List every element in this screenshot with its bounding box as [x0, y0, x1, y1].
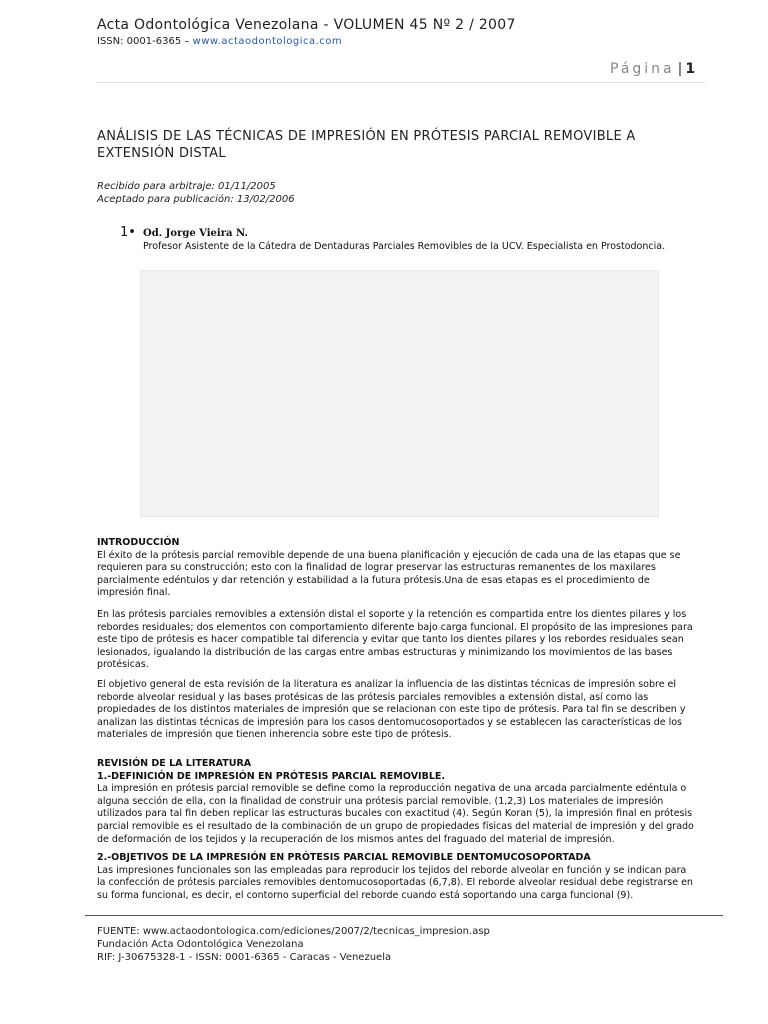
page-word: Página: [610, 61, 675, 77]
issn-text: ISSN: 0001-6365 –: [97, 36, 193, 47]
objectives-paragraph: Las impresiones funcionales son las empleadas para reproducir los tejidos del reborde alveolar en función y se indican para la confección de prótesis parciales removibles dentomucosoportadas (6,7,8). El reborde alveolar residual debe registrarse en su forma funcional, es decir, el contorno superficial del reborde cuando está soportando una carga funcional (9).: [97, 864, 693, 901]
literature-review-heading: REVISIÓN DE LA LITERATURA: [97, 758, 252, 769]
footer-source-link[interactable]: www.actaodontologica.com/ediciones/2007/2/tecnicas_impresion.asp: [142, 926, 490, 937]
introduction-paragraph-3: El objetivo general de esta revisión de la literatura es analizar la influencia de las distintas técnicas de impresión sobre el reborde alveolar residual y las bases protésicas de las prótesis parciales removibles a extensión distal, así como las propiedades de los distintos materiales de impresión que se relacionan con este tipo de prótesis. Para tal fin se describen y analizan las distintas técnicas de impresión para los casos dentomucosoportados y se establecen las características de los materiales de impresión que tienen inherencia sobre este tipo de prótesis.: [97, 679, 686, 741]
introduction-paragraph-1: El éxito de la prótesis parcial removible depende de una buena planificación y ejecución de cada una de las etapas que se requieren para su construcción; esto con la finalidad de lograr preservar las estructuras remanentes de los maxilares parcialmente edéntulos y dar retención y estabilidad a la futura prótesis.Una de esas etapas es el procedimiento de impresión final.: [97, 549, 681, 599]
footer-foundation: Fundación Acta Odontológica Venezolana: [97, 939, 304, 950]
literature-review-section: [97, 758, 697, 846]
article-dates: [97, 180, 295, 206]
footer-rif: RIF: J-30675328-1 - ISSN: 0001-6365 - Caracas - Venezuela: [97, 952, 392, 963]
introduction-section: [97, 537, 697, 600]
received-date: Recibido para arbitraje: 01/11/2005: [97, 181, 276, 192]
page-separator: |: [677, 61, 683, 77]
definition-heading: 1.-DEFINICIÓN DE IMPRESIÓN EN PRÓTESIS PARCIAL REMOVIBLE.: [97, 770, 445, 782]
page-number: 1: [685, 61, 696, 77]
definition-paragraph: La impresión en prótesis parcial removible se define como la reproducción negativa de una arcada parcialmente edéntula o alguna sección de ella, con la finalidad de construir una prótesis parcial removible. (1,2,3) Los materiales de impresión utilizados para tal fin deben replicar las estructuras bucales con exactitud (4). Según Koran (5), la impresión final en prótesis parcial removible es el resultado de la combinación de un grupo de propiedades físicas del material de impresión y del grado de deformación de los tejidos y la recuperación de los mismos antes del fraguado del material de impresión.: [97, 783, 694, 845]
author-affiliation: Profesor Asistente de la Cátedra de Dentaduras Parciales Removibles de la UCV. Especialista en Prostodoncia.: [143, 241, 666, 252]
header-divider: [97, 82, 705, 83]
journal-title: Acta Odontológica Venezolana - VOLUMEN 45 Nº 2 / 2007: [97, 17, 516, 33]
objectives-heading: 2.-OBJETIVOS DE LA IMPRESIÓN EN PRÓTESIS PARCIAL REMOVIBLE DENTOMUCOSOPORTADA: [97, 852, 591, 863]
figure-placeholder: [140, 270, 659, 517]
page-number-label: [610, 61, 695, 77]
footer-source-label: FUENTE:: [97, 926, 143, 937]
introduction-paragraph-2: En las prótesis parciales removibles a extensión distal el soporte y la retención es compartida entre los dientes pilares y los rebordes residuales; dos elementos con comportamiento diferente bajo carga funcional. El propósito de las impresiones para este tipo de prótesis es hacer compatible tal diferencia y evitar que tanto los dientes pilares y los rebordes residuales sean lesionados, igualando la distribución de las cargas entre ambas estructuras y minimizando los movimientos de las bases protésicas.: [97, 609, 693, 671]
objectives-section: [97, 852, 697, 902]
author-bullet: 1•: [120, 225, 136, 240]
footer-source: [97, 925, 490, 938]
accepted-date: Aceptado para publicación: 13/02/2006: [97, 194, 295, 205]
author-name: Od. Jorge Vieira N.: [143, 228, 248, 239]
journal-website-link[interactable]: www.actaodontologica.com: [192, 36, 343, 47]
introduction-heading: INTRODUCCIÓN: [97, 537, 180, 548]
footer-divider: [85, 915, 723, 916]
article-title: ANÁLISIS DE LAS TÉCNICAS DE IMPRESIÓN EN PRÓTESIS PARCIAL REMOVIBLE A EXTENSIÓN DISTAL: [97, 129, 636, 161]
issn-line: [97, 36, 342, 47]
page-footer: [97, 925, 490, 964]
